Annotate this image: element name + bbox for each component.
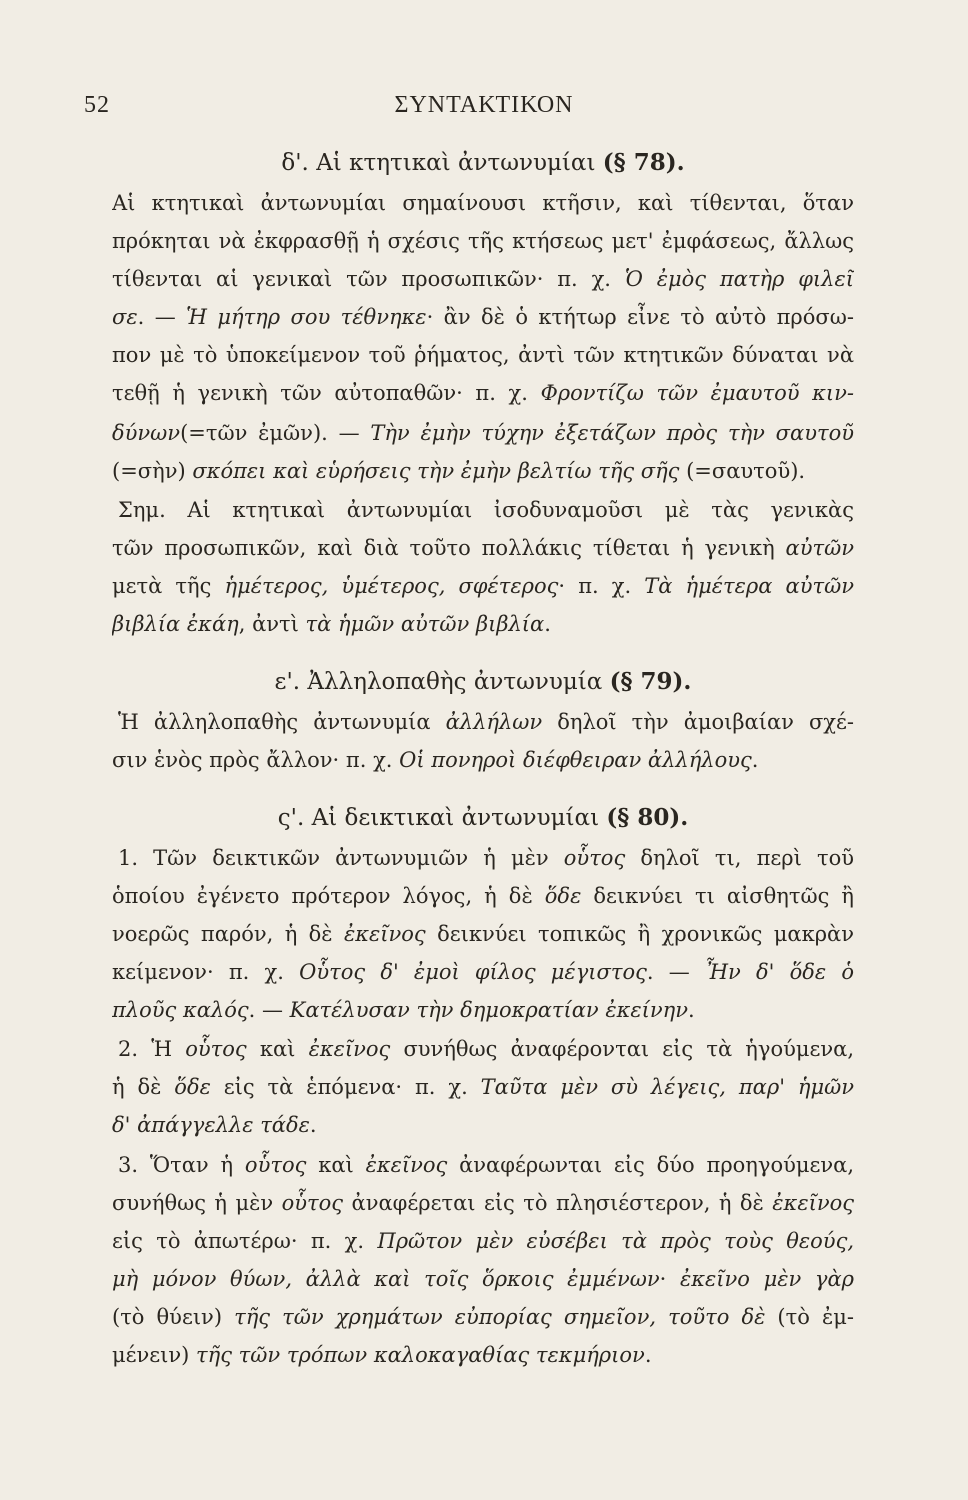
text-segment: μετὰ τῆς bbox=[112, 574, 225, 598]
italic-text: Ταῦτα μὲν σὺ λέγεις, παρ' ἡμῶν bbox=[480, 1075, 854, 1099]
page-number: 52 bbox=[84, 92, 110, 118]
text-line bbox=[112, 262, 854, 296]
text-line bbox=[112, 454, 854, 488]
italic-text: ἀλλήλων bbox=[445, 710, 543, 734]
text-segment: Σημ. Αἱ κτητικαὶ ἀντωνυμίαι ἰσοδυναμοῦσι μὲ τὰς γενικὰς bbox=[118, 498, 854, 522]
section-heading-title: Αἱ δεικτικαὶ ἀντωνυμίαι bbox=[311, 805, 600, 831]
text-line bbox=[112, 569, 854, 603]
italic-text: Ὁ ἐμὸς πατὴρ φιλεῖ bbox=[624, 267, 854, 291]
text-segment: δεικνύει τοπικῶς ἢ χρονικῶς μακρὰν bbox=[425, 922, 854, 946]
text-segment: . bbox=[688, 998, 695, 1022]
section-heading-ref: (§ 78). bbox=[602, 149, 685, 176]
italic-text: οὗτος bbox=[244, 1153, 307, 1177]
text-segment: συνήθως ἀναφέρονται εἰς τὰ ἡγούμενα, bbox=[390, 1037, 854, 1061]
running-title: ΣΥΝΤΑΚΤΙΚΟΝ bbox=[394, 92, 574, 118]
text-segment: πρόκηται νὰ ἐκφρασθῇ ἡ σχέσις τῆς κτήσεως μετ' ἐμφάσεως, ἄλλως bbox=[112, 229, 854, 253]
text-line bbox=[112, 607, 854, 641]
text-segment: ἀναφέρωνται εἰς δύο προηγούμενα, bbox=[447, 1153, 854, 1177]
text-segment: νοερῶς παρόν, ἡ δὲ bbox=[112, 922, 344, 946]
text-segment: εἰς τὸ ἀπωτέρω· π. χ. bbox=[112, 1229, 378, 1253]
text-segment: μένειν) bbox=[112, 1343, 197, 1367]
text-segment: δηλοῖ τὴν ἀμοιβαίαν σχέ- bbox=[542, 710, 854, 734]
text-line bbox=[112, 1262, 854, 1296]
section-heading-title: Αἱ κτητικαὶ ἀντωνυμίαι bbox=[316, 150, 596, 176]
italic-text: μὴ μόνον θύων, ἀλλὰ καὶ τοῖς ὅρκοις ἐμμένων bbox=[112, 1267, 660, 1291]
text-line bbox=[118, 1032, 854, 1066]
text-segment: . — bbox=[646, 960, 705, 984]
italic-text: δ' ἀπάγγελλε τάδε bbox=[112, 1113, 310, 1137]
text-segment: · ἂν δὲ ὁ κτήτωρ εἶνε τὸ αὐτὸ πρόσω- bbox=[426, 305, 854, 329]
section-heading bbox=[112, 662, 854, 702]
text-segment: εἰς τὰ ἑπόμενα· π. χ. bbox=[210, 1075, 481, 1099]
italic-text: σκόπει καὶ εὑρήσεις τὴν ἐμὴν βελτίω τῆς σῆς bbox=[192, 459, 680, 483]
text-segment: (=σὴν) bbox=[112, 459, 193, 483]
text-line bbox=[112, 300, 854, 334]
text-line bbox=[112, 186, 854, 220]
text-segment: ἀναφέρεται εἰς τὸ πλησιέστερον, ἡ δὲ bbox=[343, 1191, 773, 1215]
text-segment: 3. Ὅταν ἡ bbox=[118, 1153, 245, 1177]
italic-text: σε bbox=[112, 305, 138, 329]
italic-text: ὅδε bbox=[544, 884, 582, 908]
italic-text: ἐκεῖνο μὲν γὰρ bbox=[679, 1267, 854, 1291]
text-line bbox=[112, 993, 854, 1027]
italic-text: πλοῦς καλός bbox=[112, 998, 249, 1022]
text-segment: (=σαυτοῦ). bbox=[679, 459, 806, 483]
italic-text: δύνων bbox=[112, 421, 181, 445]
italic-text: οὗτος bbox=[281, 1191, 344, 1215]
text-line bbox=[112, 376, 854, 410]
text-line bbox=[118, 493, 854, 527]
text-segment: 2. Ἡ bbox=[118, 1037, 186, 1061]
italic-text: Ἦν δ' ὅδε ὁ bbox=[704, 960, 854, 984]
italic-text: ἐκεῖνος bbox=[308, 1037, 391, 1061]
text-segment: (=τῶν ἐμῶν). — bbox=[180, 421, 371, 445]
section-heading-numeral: δ'. bbox=[281, 150, 309, 176]
text-line bbox=[112, 955, 854, 989]
text-segment: κείμενον· π. χ. bbox=[112, 960, 300, 984]
text-segment: . — bbox=[248, 998, 290, 1022]
text-line bbox=[112, 879, 854, 913]
section-heading-ref: (§ 79). bbox=[609, 668, 692, 695]
italic-text: ὅδε bbox=[174, 1075, 211, 1099]
text-segment: Αἱ κτητικαὶ ἀντωνυμίαι σημαίνουσι κτῆσιν, καὶ τίθενται, ὅταν bbox=[112, 191, 854, 215]
text-line bbox=[112, 1108, 854, 1142]
italic-text: τῆς τῶν τρόπων καλοκαγαθίας τεκμήριον bbox=[196, 1343, 645, 1367]
text-segment: ὁποίου ἐγένετο πρότερον λόγος, ἡ δὲ bbox=[112, 884, 545, 908]
text-segment: . bbox=[309, 1113, 317, 1137]
section-heading bbox=[112, 798, 854, 838]
italic-text: οὗτος bbox=[185, 1037, 247, 1061]
text-line bbox=[112, 224, 854, 258]
text-segment: Ἡ ἀλληλοπαθὴς ἀντωνυμία bbox=[118, 710, 446, 734]
text-segment: ἡ δὲ bbox=[112, 1075, 175, 1099]
text-segment: καὶ bbox=[246, 1037, 309, 1061]
italic-text: ἐκεῖνος bbox=[772, 1191, 854, 1215]
section-heading bbox=[112, 143, 854, 183]
italic-text: Τὰ ἡμέτερα αὐτῶν bbox=[644, 574, 854, 598]
text-segment: . bbox=[544, 612, 551, 636]
text-segment: (τὸ θύειν) bbox=[112, 1305, 235, 1329]
italic-text: Κατέλυσαν τὴν δημοκρατίαν ἐκείνην bbox=[289, 998, 689, 1022]
italic-text: Οὗτος δ' ἐμοὶ φίλος μέγιστος bbox=[299, 960, 647, 984]
section-heading-ref: (§ 80). bbox=[606, 804, 689, 831]
text-segment: τῶν προσωπικῶν, καὶ διὰ τοῦτο πολλάκις τίθεται ἡ γενικὴ bbox=[112, 536, 786, 560]
text-segment: · π. χ. bbox=[558, 574, 645, 598]
italic-text: βιβλία ἐκάη bbox=[112, 612, 239, 636]
text-segment: δηλοῖ τι, περὶ τοῦ bbox=[625, 846, 854, 870]
italic-text: ἡμέτερος, ὑμέτερος, σφέτερος bbox=[224, 574, 559, 598]
italic-text: Οἱ πονηροὶ διέφθειραν ἀλλήλους bbox=[399, 748, 752, 772]
text-segment: · bbox=[659, 1267, 680, 1291]
text-line bbox=[112, 338, 854, 372]
italic-text: Ἡ μήτηρ σου τέθνηκε bbox=[186, 305, 427, 329]
text-line bbox=[112, 531, 854, 565]
text-line bbox=[112, 1224, 854, 1258]
text-segment: δεικνύει τι αἰσθητῶς ἢ bbox=[581, 884, 854, 908]
text-line bbox=[112, 1070, 854, 1104]
italic-text: Τὴν ἐμὴν τύχην ἐξετάζων πρὸς τὴν σαυτοῦ bbox=[370, 421, 854, 445]
text-segment: συνήθως ἡ μὲν bbox=[112, 1191, 282, 1215]
text-line bbox=[112, 1300, 854, 1334]
section-heading-numeral: ς'. bbox=[277, 805, 305, 831]
text-segment: καὶ bbox=[306, 1153, 366, 1177]
text-line bbox=[118, 841, 854, 875]
text-line bbox=[112, 743, 854, 777]
text-line bbox=[112, 917, 854, 951]
text-segment: 1. Τῶν δεικτικῶν ἀντωνυμιῶν ἡ μὲν bbox=[118, 846, 564, 870]
text-segment: (τὸ ἐμ- bbox=[765, 1305, 854, 1329]
italic-text: ἐκεῖνος bbox=[365, 1153, 448, 1177]
italic-text: οὗτος bbox=[563, 846, 626, 870]
text-segment: τεθῇ ἡ γενικὴ τῶν αὐτοπαθῶν· π. χ. bbox=[112, 381, 541, 405]
text-line bbox=[112, 1186, 854, 1220]
italic-text: τῆς τῶν χρημάτων εὐπορίας σημεῖον, τοῦτο δὲ bbox=[234, 1305, 766, 1329]
italic-text: Πρῶτον μὲν εὐσέβει τὰ πρὸς τοὺς θεούς, bbox=[377, 1229, 854, 1253]
text-line bbox=[112, 1338, 854, 1372]
text-segment: . — bbox=[137, 305, 187, 329]
text-segment: τίθενται αἱ γενικαὶ τῶν προσωπικῶν· π. χ. bbox=[112, 267, 625, 291]
text-line bbox=[118, 1148, 854, 1182]
section-heading-title: Ἀλληλοπαθὴς ἀντωνυμία bbox=[307, 669, 603, 695]
text-line bbox=[112, 416, 854, 450]
text-segment: πον μὲ τὸ ὑποκείμενον τοῦ ῥήματος, ἀντὶ τῶν κτητικῶν δύναται νὰ bbox=[112, 343, 854, 367]
text-segment: . bbox=[644, 1343, 652, 1367]
italic-text: ἐκεῖνος bbox=[343, 922, 426, 946]
italic-text: τὰ ἡμῶν αὐτῶν βιβλία bbox=[305, 612, 545, 636]
italic-text: Φροντίζω τῶν ἐμαυτοῦ κιν- bbox=[540, 381, 854, 405]
text-line bbox=[118, 705, 854, 739]
text-segment: , ἀντὶ bbox=[238, 612, 306, 636]
italic-text: αὐτῶν bbox=[785, 536, 854, 560]
text-segment: . bbox=[751, 748, 759, 772]
text-segment: σιν ἑνὸς πρὸς ἄλλον· π. χ. bbox=[112, 748, 400, 772]
running-head bbox=[0, 92, 968, 122]
section-heading-numeral: ε'. bbox=[274, 669, 301, 695]
